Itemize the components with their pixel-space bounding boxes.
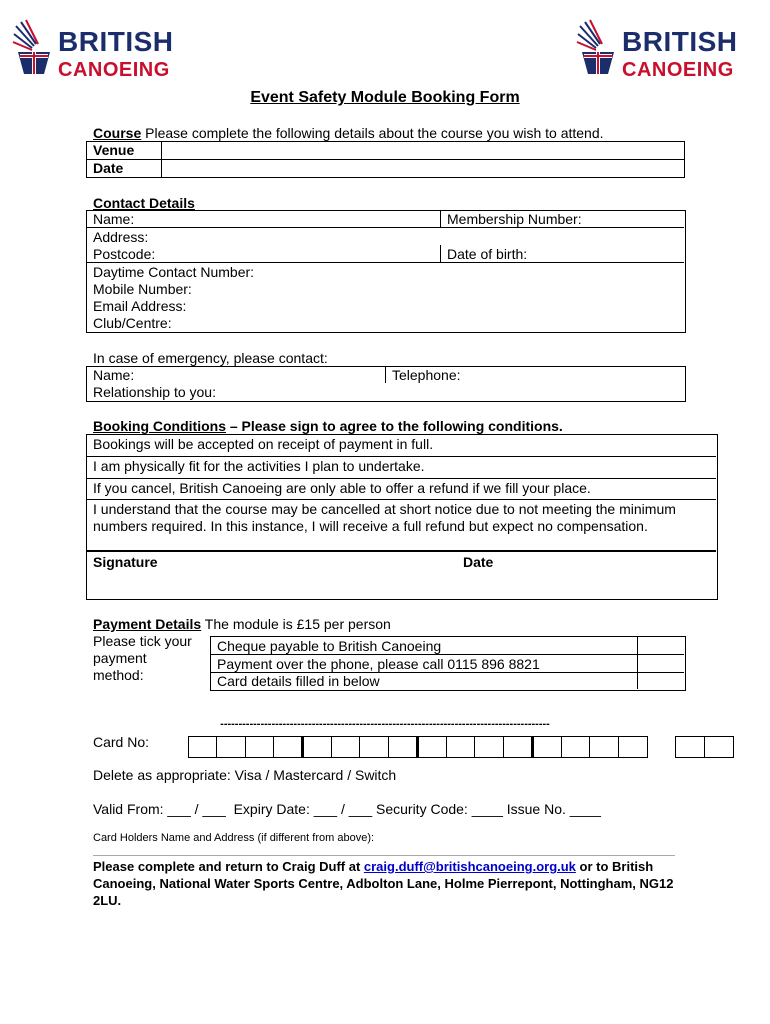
condition-item: I am physically fit for the activities I plan to undertake.: [93, 458, 425, 474]
card-number-field[interactable]: [190, 737, 646, 757]
telephone-label: Telephone:: [392, 367, 461, 383]
mobile-label: Mobile Number:: [93, 281, 192, 297]
cut-line: ------------------------------------------------------------------------------------------: [220, 718, 550, 730]
form-title: Event Safety Module Booking Form: [250, 89, 520, 106]
tick-label: Please tick your payment method:: [93, 633, 192, 683]
membership-label: Membership Number:: [447, 211, 582, 227]
signature-date-label: Date: [463, 554, 494, 570]
payment-heading-title: Payment Details: [93, 616, 202, 632]
card-holders-label: Card Holders Name and Address (if different from above):: [93, 832, 375, 844]
logo-text-canoeing: CANOEING: [58, 59, 170, 81]
date-field[interactable]: [162, 160, 685, 178]
return-text: Please complete and return to Craig Duff at: [93, 859, 364, 874]
course-intro: [93, 125, 604, 141]
emergency-name-label: Name:: [93, 367, 135, 383]
logo-text-canoeing: CANOEING: [622, 59, 734, 81]
conditions-heading-title: Booking Conditions: [93, 418, 226, 434]
british-canoeing-logo-left: [12, 16, 202, 82]
emergency-intro: In case of emergency, please contact:: [93, 350, 328, 366]
daytime-label: Daytime Contact Number:: [93, 264, 255, 280]
card-holders-line[interactable]: [93, 855, 675, 856]
contact-name-label: Name:: [93, 211, 135, 227]
conditions-heading: [93, 418, 563, 434]
condition-item: Bookings will be accepted on receipt of payment in full.: [93, 436, 434, 452]
logo-text-british: BRITISH: [622, 26, 738, 57]
signature-label: Signature: [93, 554, 158, 570]
british-canoeing-logo-right: [576, 16, 766, 82]
venue-label: Venue: [87, 142, 162, 160]
card-type-line: Delete as appropriate: Visa / Mastercard / Switch: [93, 767, 397, 783]
address-label: Address:: [93, 229, 149, 245]
contact-heading: Contact Details: [93, 195, 195, 211]
date-label: Date: [87, 160, 162, 178]
payment-option-card: Card details filled in below: [217, 673, 380, 689]
return-instructions: [93, 858, 683, 909]
tick-box-card[interactable]: [639, 673, 683, 689]
payment-heading: [93, 616, 391, 632]
email-label: Email Address:: [93, 298, 187, 314]
course-table: [86, 141, 685, 178]
course-intro-text: Please complete the following details about the course you wish to attend.: [141, 125, 604, 141]
return-address: or to British Canoeing, National Water Sports Centre, Adbolton Lane, Holme Pierrepont, Nottingham, NG12 2LU.: [93, 859, 674, 908]
union-flag-icon: [12, 16, 58, 78]
union-flag-icon: [576, 16, 622, 78]
venue-field[interactable]: [162, 142, 685, 160]
card-no-label: Card No:: [93, 734, 150, 750]
postcode-label: Postcode:: [93, 246, 156, 262]
payment-option-cheque: Cheque payable to British Canoeing: [217, 638, 442, 654]
club-label: Club/Centre:: [93, 315, 172, 331]
conditions-heading-rest: – Please sign to agree to the following conditions.: [225, 418, 563, 434]
course-heading: Course: [93, 125, 142, 141]
tick-box-phone[interactable]: [639, 655, 683, 671]
validity-line: Valid From: ___ / ___ Expiry Date: ___ / ___ Security Code: ____ Issue No. ____: [93, 801, 601, 817]
contact-email-link[interactable]: craig.duff@britishcanoeing.org.uk: [363, 859, 576, 874]
condition-item: If you cancel, British Canoeing are only able to offer a refund if we fill your place.: [93, 480, 591, 496]
payment-option-phone: Payment over the phone, please call 0115 896 8821: [217, 656, 540, 672]
signature-field[interactable]: [88, 570, 714, 596]
payment-heading-rest: The module is £15 per person: [201, 616, 391, 632]
dob-label: Date of birth:: [447, 246, 528, 262]
tick-box-cheque[interactable]: [639, 637, 683, 653]
logo-text-british: BRITISH: [58, 26, 174, 57]
condition-item: I understand that the course may be cancelled at short notice due to not meeting the minimum numbers required. In this instance, I will receive a full refund but expect no compensation.: [93, 501, 676, 534]
relationship-label: Relationship to you:: [93, 384, 216, 400]
